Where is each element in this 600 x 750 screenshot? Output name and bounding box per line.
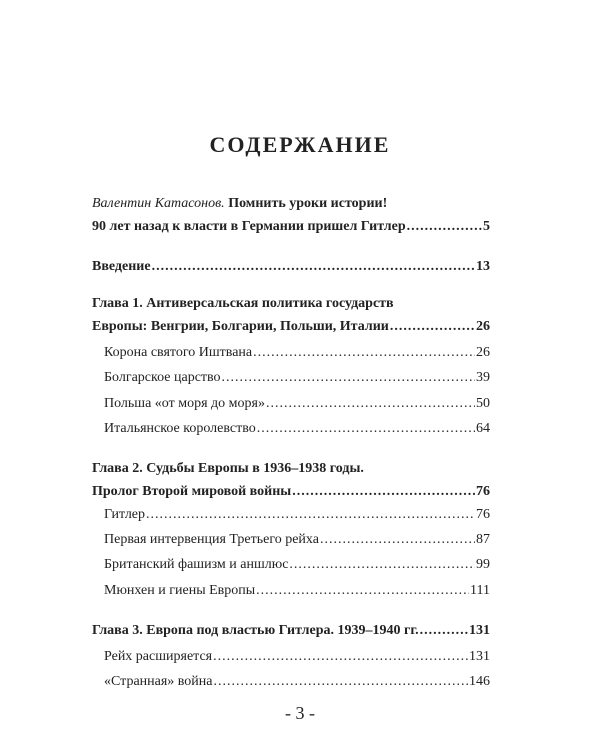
- toc-section-entry[interactable]: [104, 649, 490, 665]
- toc-page-number: 99: [476, 557, 490, 572]
- toc-section-entry[interactable]: [104, 421, 490, 437]
- toc-page-number: 131: [469, 649, 490, 664]
- leader-dots: [289, 557, 475, 573]
- intro-author: Валентин Катасонов.: [92, 196, 225, 211]
- leader-dots: [256, 583, 469, 599]
- toc-page-number: 26: [476, 319, 490, 334]
- toc-entry-label: Итальянское королевство: [104, 421, 256, 436]
- toc-section-entry[interactable]: [104, 532, 490, 548]
- intro-entry-line1: [92, 196, 387, 212]
- chapter-1-title-line2[interactable]: [92, 319, 490, 335]
- page-number-footer: - 3 -: [285, 703, 315, 723]
- toc-section-entry[interactable]: [104, 396, 490, 412]
- toc-entry-label: Пролог Второй мировой войны: [92, 484, 292, 499]
- toc-entry-label: «Странная» война: [104, 674, 213, 689]
- leader-dots: [390, 319, 475, 335]
- toc-section-entry[interactable]: [104, 674, 490, 690]
- intro-title-line1: Помнить уроки истории!: [228, 196, 388, 211]
- toc-page-number: 76: [476, 484, 490, 499]
- toc-page-number: 50: [476, 396, 490, 411]
- page-title: СОДЕРЖАНИЕ: [209, 132, 391, 157]
- toc-section-entry[interactable]: [104, 370, 490, 386]
- toc-section-entry[interactable]: [104, 557, 490, 573]
- leader-dots: [266, 396, 475, 412]
- intro-entry-line2[interactable]: [92, 219, 490, 235]
- toc-entry-label: Болгарское царство: [104, 370, 221, 385]
- leader-dots: [214, 674, 468, 690]
- leader-dots: [253, 345, 475, 361]
- leader-dots: [146, 507, 475, 523]
- leader-dots: [152, 259, 475, 275]
- toc-section-entry[interactable]: [104, 345, 490, 361]
- chapter-1-title-line1[interactable]: Глава 1. Антиверсальская политика государств: [92, 296, 394, 311]
- toc-page-number: 131: [469, 623, 490, 638]
- leader-dots: [213, 649, 468, 665]
- chapter-2-title-line2[interactable]: [92, 484, 490, 500]
- toc-entry-label: Корона святого Иштвана: [104, 345, 253, 360]
- toc-page-number: 87: [476, 532, 490, 547]
- toc-entry-label: Гитлер: [104, 507, 146, 522]
- toc-entry-label: Мюнхен и гиены Европы: [104, 583, 256, 598]
- toc-section-entry[interactable]: [104, 583, 490, 599]
- leader-dots: [320, 532, 475, 548]
- toc-page-number: 64: [476, 421, 490, 436]
- toc-page-number: 26: [476, 345, 490, 360]
- leader-dots: [222, 370, 475, 386]
- leader-dots: [420, 623, 468, 639]
- leader-dots: [407, 219, 482, 235]
- toc-entry-label: Британский фашизм и аншлюс: [104, 557, 289, 572]
- toc-entry-introduction[interactable]: [92, 259, 490, 275]
- toc-entry-label: Первая интервенция Третьего рейха: [104, 532, 319, 547]
- leader-dots: [292, 484, 475, 500]
- toc-page-number: 5: [483, 219, 490, 234]
- toc-page-number: 13: [476, 259, 490, 274]
- toc-entry-label: Польша «от моря до моря»: [104, 396, 265, 411]
- chapter-2-title-line1[interactable]: Глава 2. Судьбы Европы в 1936–1938 годы.: [92, 461, 364, 476]
- toc-entry-label: Глава 3. Европа под властью Гитлера. 1939–1940 гг.: [92, 623, 419, 638]
- toc-section-entry[interactable]: [104, 507, 490, 523]
- leader-dots: [257, 421, 475, 437]
- toc-page-number: 111: [470, 583, 490, 598]
- toc-entry-label: Рейх расширяется: [104, 649, 213, 664]
- toc-entry-label: Европы: Венгрии, Болгарии, Польши, Италии: [92, 319, 389, 334]
- toc-page-number: 39: [476, 370, 490, 385]
- intro-title-line2: 90 лет назад к власти в Германии пришел Гитлер: [92, 219, 406, 234]
- chapter-3-title[interactable]: [92, 623, 490, 639]
- toc-page-number: 146: [469, 674, 490, 689]
- toc-entry-label: Введение: [92, 259, 151, 274]
- toc-page-number: 76: [476, 507, 490, 522]
